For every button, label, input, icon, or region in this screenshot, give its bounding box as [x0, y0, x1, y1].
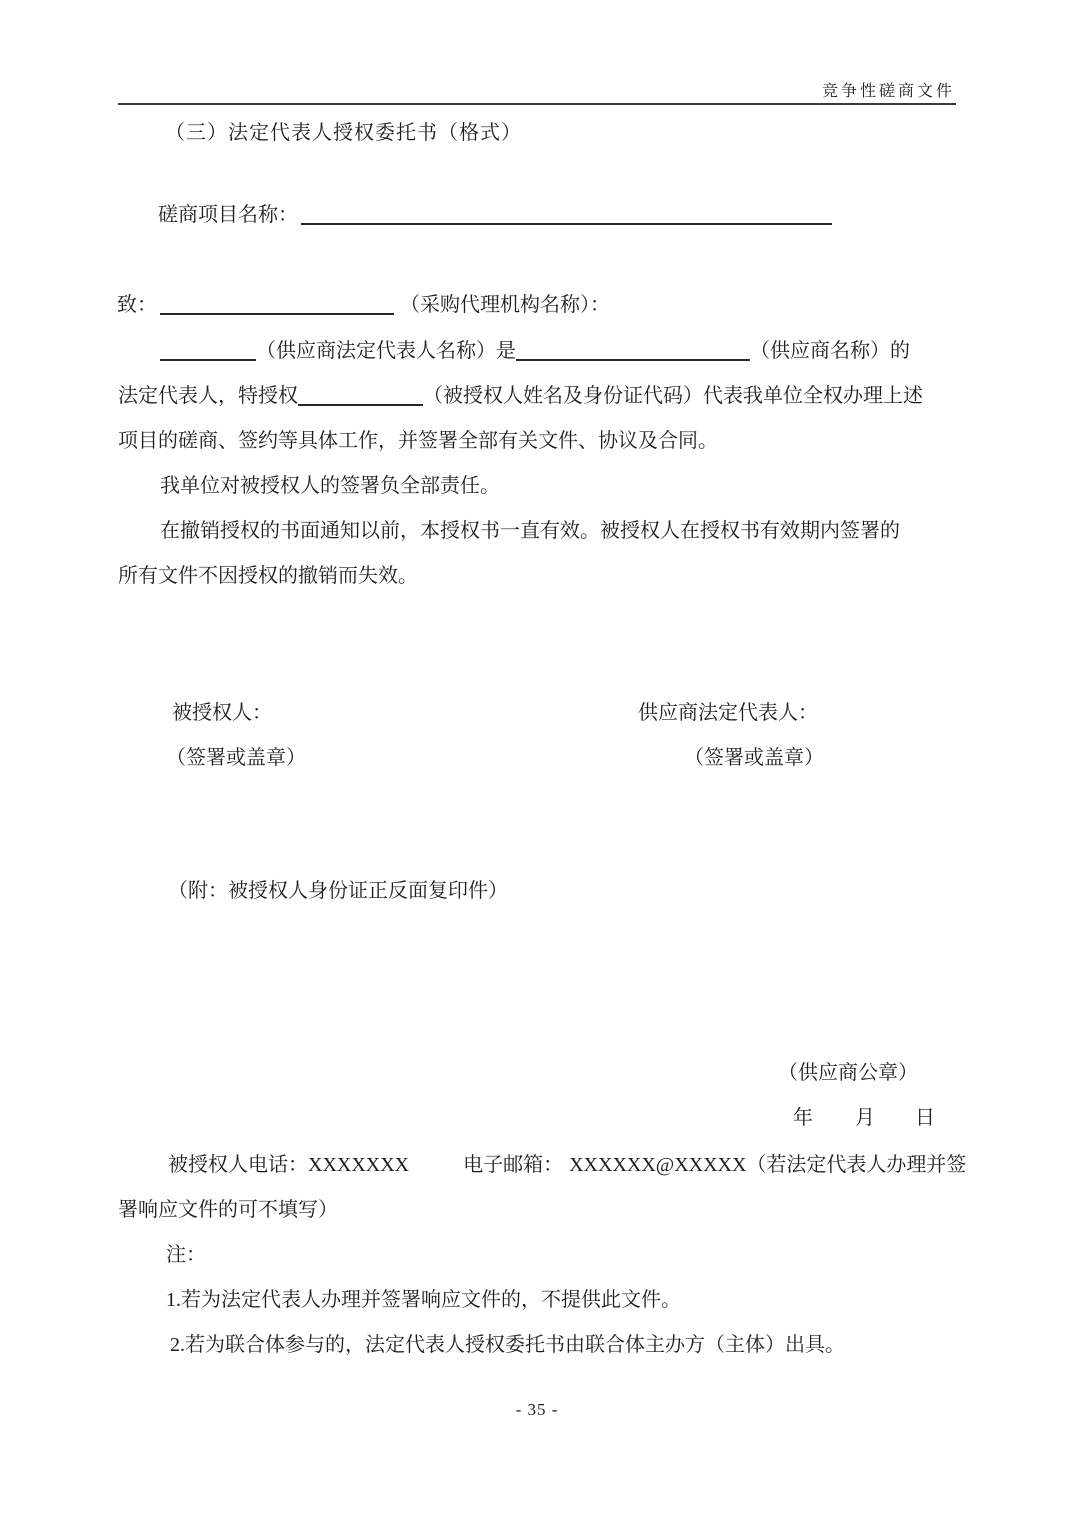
note-item-2: 2.若为联合体参与的，法定代表人授权委托书由联合体主办方（主体）出具。 [170, 1334, 845, 1356]
date-year-label: 年 [793, 1107, 813, 1129]
date-month-label: 月 [855, 1107, 875, 1129]
body-line-1-end: （供应商名称）的 [750, 340, 910, 362]
contact-condition-note-start: （若法定代表人办理并签 [746, 1154, 967, 1176]
phone-label: 被授权人电话： [168, 1154, 308, 1176]
supplier-name-blank [516, 339, 750, 361]
project-name-blank [301, 203, 832, 225]
body-line-2 [118, 384, 923, 408]
responsibility-paragraph: 我单位对被授权人的签署负全部责任。 [160, 475, 500, 497]
project-name-label: 磋商项目名称： [158, 204, 298, 226]
contact-line-2: 署响应文件的可不填写） [118, 1199, 338, 1221]
salutation-prefix: 致： [117, 294, 157, 316]
body-line-1-mid: （供应商法定代表人名称）是 [256, 340, 516, 362]
supplier-representative-label: 供应商法定代表人： [638, 702, 818, 724]
phone-value: XXXXXXX [308, 1154, 410, 1176]
doc-type-header: 竞争性磋商文件 [821, 83, 955, 100]
project-name-line [158, 203, 832, 227]
body-line-1 [118, 339, 910, 363]
date-line [793, 1106, 935, 1130]
contact-line-1 [168, 1153, 966, 1177]
email-label: 电子邮箱： [463, 1154, 564, 1176]
page-number: - 35 - [515, 1400, 559, 1419]
attachment-note: （附：被授权人身份证正反面复印件） [168, 880, 508, 902]
email-value: XXXXXX@XXXXX [569, 1154, 747, 1176]
authorized-person-label: 被授权人： [172, 702, 272, 724]
rep-name-blank [160, 339, 256, 361]
salutation-line [117, 293, 610, 317]
notes-heading: 注： [166, 1244, 206, 1266]
supplier-representative-sign-note: （签署或盖章） [684, 747, 824, 769]
validity-paragraph-line-2: 所有文件不因授权的撤销而失效。 [118, 565, 418, 587]
section-title: （三）法定代表人授权委托书（格式） [165, 122, 522, 144]
attorney-name-blank [298, 384, 423, 406]
agency-name-blank [160, 293, 394, 315]
supplier-seal-note: （供应商公章） [778, 1062, 918, 1084]
validity-paragraph-line-1: 在撤销授权的书面通知以前，本授权书一直有效。被授权人在授权书有效期内签署的 [160, 520, 900, 542]
note-item-1: 1.若为法定代表人办理并签署响应文件的，不提供此文件。 [166, 1289, 681, 1311]
body-line-2-start: 法定代表人，特授权 [118, 385, 298, 407]
body-line-2-end: （被授权人姓名及身份证代码）代表我单位全权办理上述 [423, 385, 923, 407]
header-rule [118, 103, 956, 105]
agency-name-suffix: （采购代理机构名称）： [400, 294, 610, 316]
authorized-person-sign-note: （签署或盖章） [166, 747, 306, 769]
body-line-3: 项目的磋商、签约等具体工作，并签署全部有关文件、协议及合同。 [118, 430, 718, 452]
date-day-label: 日 [915, 1107, 935, 1129]
